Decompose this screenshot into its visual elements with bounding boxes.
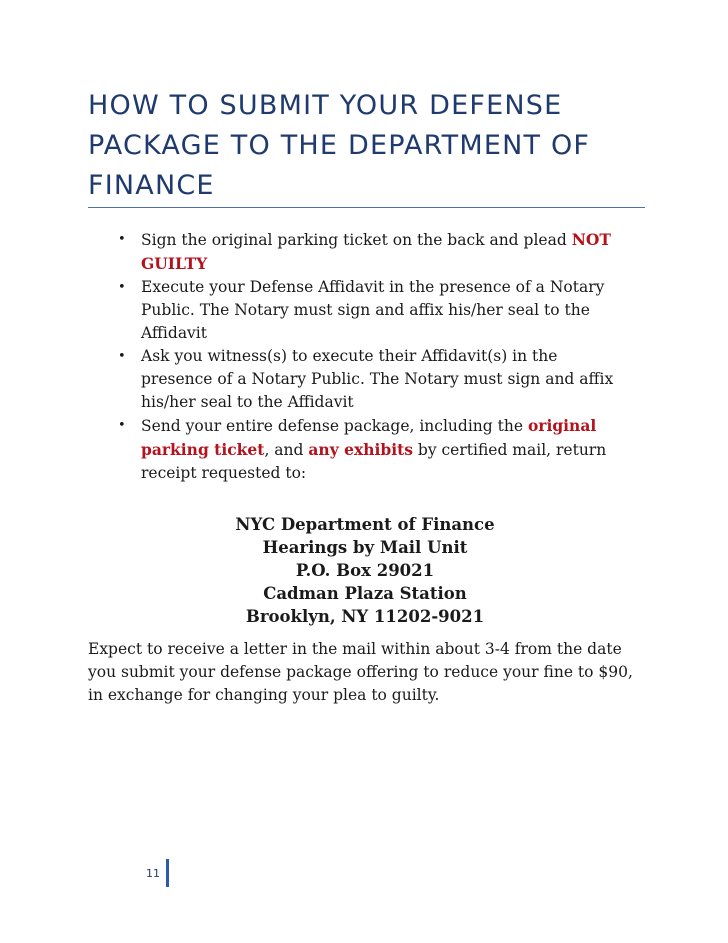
bullet-2-text: Execute your Defense Affidavit in the presence of a Notary Public. The Notary must sign and affix his/her seal to the Affidavit [141,278,605,342]
mailing-address [190,513,540,628]
page-title: HOW TO SUBMIT YOUR DEFENSE PACKAGE TO THE DEPARTMENT OF FINANCE [88,90,591,201]
list-item [88,276,628,345]
footer-divider-bar [166,859,169,887]
list-item [88,345,628,414]
address-line-4: Cadman Plaza Station [263,584,467,603]
list-item [88,228,628,276]
bullet-4-text-pre: Send your entire defense package, including the [141,417,528,435]
bullet-icon: • [118,280,126,295]
address-line-2: Hearings by Mail Unit [262,538,468,557]
bullet-4-emphasis-exhibits: any exhibits [308,440,413,459]
title-underline [88,207,645,208]
bullet-icon: • [118,349,126,364]
bullet-1-emphasis: NOT GUILTY [141,230,611,273]
instruction-list [88,228,628,485]
page-number: 11 [146,866,160,880]
list-item [88,414,628,485]
page-footer [146,858,169,888]
expectation-paragraph: Expect to receive a letter in the mail within about 3-4 from the date you submit your defense package offering to reduce your fine to $90, in exchange for changing your plea to guilty. [88,640,633,704]
address-line-1: NYC Department of Finance [235,515,495,534]
bullet-4-text-post: by certified mail, return receipt requested to: [141,441,607,482]
bullet-4-emphasis-ticket: original parking ticket [141,416,597,459]
bullet-icon: • [118,232,126,247]
bullet-1-text: Sign the original parking ticket on the back and plead [141,231,572,249]
address-line-5: Brooklyn, NY 11202-9021 [245,607,485,626]
address-line-3: P.O. Box 29021 [295,561,435,580]
bullet-3-text: Ask you witness(s) to execute their Affidavit(s) in the presence of a Notary Public. The Notary must sign and affix his/her seal to the Affidavit [141,347,614,411]
bullet-4-text-mid: , and [264,441,309,459]
bullet-icon: • [118,418,126,433]
